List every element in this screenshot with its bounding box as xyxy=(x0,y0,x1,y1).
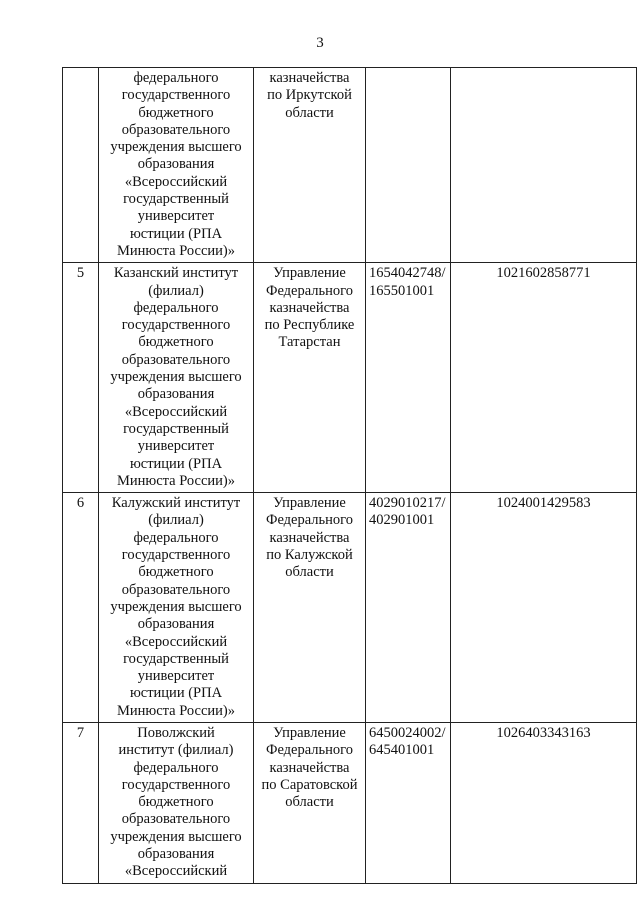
text-line: образования xyxy=(137,616,215,633)
text-line: 402901001 xyxy=(369,512,435,529)
text-line: Федерального xyxy=(265,512,354,529)
text-line: «Всероссийский xyxy=(124,633,228,650)
treasury-authority-cell xyxy=(254,263,366,493)
text-line: 165501001 xyxy=(369,282,435,299)
text-line: федерального xyxy=(133,70,219,86)
text-line: (филиал) xyxy=(148,282,204,299)
text-line: казначейства xyxy=(269,529,350,546)
institution-name-cell xyxy=(99,493,254,723)
text-line: бюджетного xyxy=(138,334,214,351)
text-line: университет xyxy=(137,438,215,455)
ogrn-cell: 1024001429583 xyxy=(451,493,637,723)
row-number: 5 xyxy=(63,263,99,493)
text-line: области xyxy=(285,794,334,811)
text-line: Поволжский xyxy=(137,724,215,741)
text-line: образования xyxy=(137,846,215,863)
text-line: Минюста России)» xyxy=(116,242,236,259)
text-line: образовательного xyxy=(121,581,231,598)
text-line: учреждения высшего xyxy=(110,369,242,386)
ogrn-cell: 1021602858771 xyxy=(451,263,637,493)
row-number: 6 xyxy=(63,493,99,723)
text-line: Федерального xyxy=(265,282,354,299)
text-line: государственного xyxy=(121,317,231,334)
text-line: по Иркутской xyxy=(267,87,352,104)
text-line: юстиции (РПА xyxy=(129,455,223,472)
text-line: университет xyxy=(137,668,215,685)
institution-name-cell xyxy=(99,263,254,493)
text-line: 645401001 xyxy=(369,742,435,759)
text-line: бюджетного xyxy=(138,794,214,811)
table-row xyxy=(63,68,637,263)
page-number: 3 xyxy=(316,35,324,51)
text-line: университет xyxy=(137,208,215,225)
text-line: государственный xyxy=(123,191,229,208)
text-line: Федерального xyxy=(265,742,354,759)
ogrn-cell: 1026403343163 xyxy=(451,722,637,883)
registry-table xyxy=(62,67,637,884)
text-line: по Республике xyxy=(264,317,355,334)
text-line: казначейства xyxy=(269,299,350,316)
text-line: образовательного xyxy=(121,121,231,138)
text-line: бюджетного xyxy=(138,104,214,121)
text-line: казначейства xyxy=(269,759,350,776)
row-number: 7 xyxy=(63,722,99,883)
text-line: «Всероссийский xyxy=(124,863,228,880)
table-row xyxy=(63,493,637,723)
text-line: Минюста России)» xyxy=(116,702,236,719)
ogrn-cell xyxy=(451,68,637,263)
treasury-authority-cell xyxy=(254,722,366,883)
text-line: Казанский институт xyxy=(113,265,239,282)
text-line: 4029010217/ xyxy=(369,495,446,512)
text-line: бюджетного xyxy=(138,564,214,581)
row-number xyxy=(63,68,99,263)
text-line: области xyxy=(285,104,334,121)
text-line: Управление xyxy=(273,724,346,741)
text-line: по Саратовской xyxy=(261,776,358,793)
text-line: по Калужской xyxy=(266,547,353,564)
text-line: 6450024002/ xyxy=(369,724,446,741)
institution-name-cell xyxy=(99,68,254,263)
text-line: федерального xyxy=(133,529,219,546)
text-line: учреждения высшего xyxy=(110,139,242,156)
text-line: государственный xyxy=(123,420,229,437)
text-line: Управление xyxy=(273,495,346,512)
treasury-authority-cell xyxy=(254,68,366,263)
text-line: «Всероссийский xyxy=(124,403,228,420)
inn-kpp-cell xyxy=(366,722,451,883)
text-line: юстиции (РПА xyxy=(129,225,223,242)
text-line: государственного xyxy=(121,547,231,564)
treasury-authority-cell xyxy=(254,493,366,723)
text-line: 1654042748/ xyxy=(369,265,446,282)
text-line: государственного xyxy=(121,87,231,104)
text-line: казначейства xyxy=(269,70,350,86)
institution-name-cell xyxy=(99,722,254,883)
text-line: учреждения высшего xyxy=(110,828,242,845)
text-line: Калужский институт xyxy=(111,495,241,512)
text-line: Управление xyxy=(273,265,346,282)
text-line: учреждения высшего xyxy=(110,598,242,615)
text-line: федерального xyxy=(133,299,219,316)
text-line: образовательного xyxy=(121,811,231,828)
text-line: образования xyxy=(137,386,215,403)
inn-kpp-cell xyxy=(366,493,451,723)
text-line: государственного xyxy=(121,776,231,793)
inn-kpp-cell xyxy=(366,68,451,263)
text-line: федерального xyxy=(133,759,219,776)
text-line: институт (филиал) xyxy=(118,742,234,759)
table-row xyxy=(63,722,637,883)
text-line: области xyxy=(285,564,334,581)
text-line: Татарстан xyxy=(278,334,341,351)
text-line: «Всероссийский xyxy=(124,173,228,190)
text-line: образовательного xyxy=(121,351,231,368)
text-line: (филиал) xyxy=(148,512,204,529)
text-line: государственный xyxy=(123,650,229,667)
text-line: юстиции (РПА xyxy=(129,685,223,702)
table-row xyxy=(63,263,637,493)
text-line: образования xyxy=(137,156,215,173)
text-line: Минюста России)» xyxy=(116,472,236,489)
inn-kpp-cell xyxy=(366,263,451,493)
